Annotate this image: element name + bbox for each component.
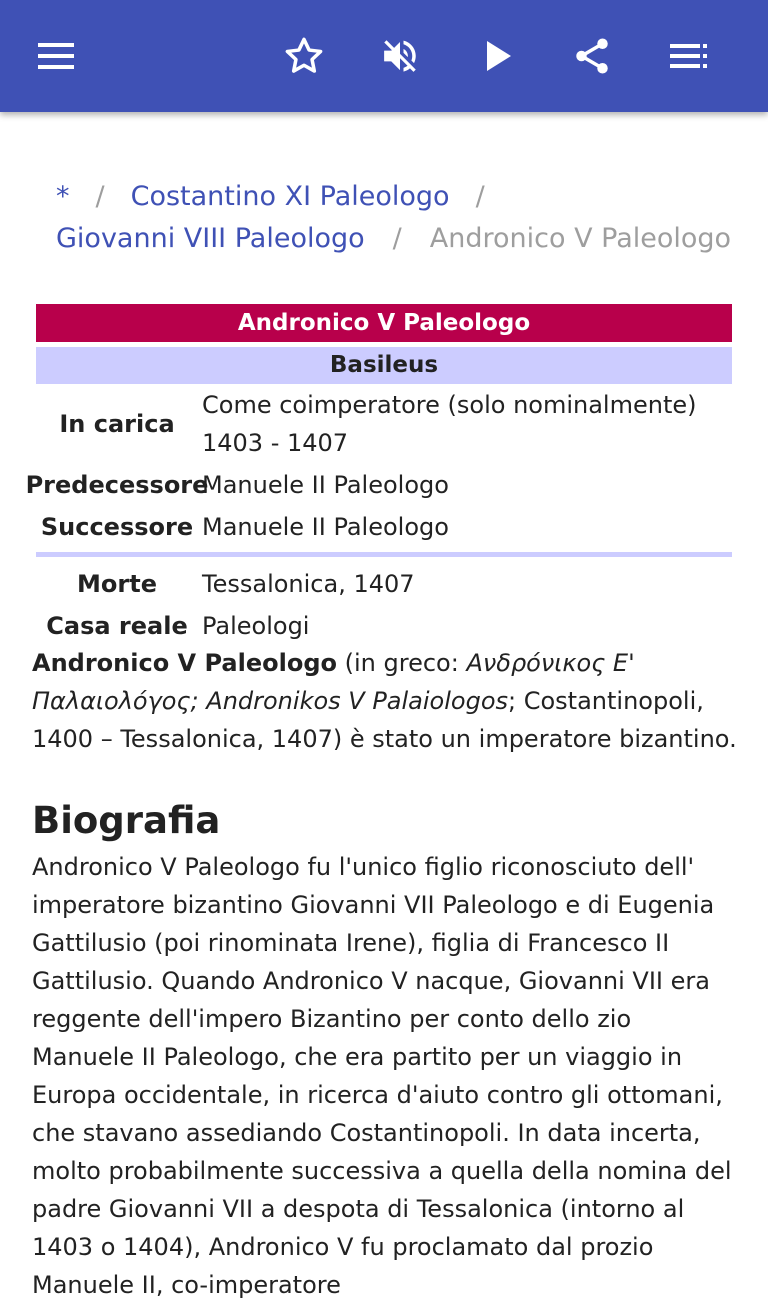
infobox-value: Tessalonica, 1407 bbox=[202, 570, 415, 598]
playlist-icon[interactable] bbox=[664, 32, 712, 80]
infobox-row bbox=[36, 386, 732, 462]
breadcrumb-root[interactable]: * bbox=[56, 181, 70, 212]
hamburger-menu-icon[interactable] bbox=[32, 32, 80, 80]
intro-paragraph bbox=[32, 644, 738, 758]
breadcrumb-separator: / bbox=[95, 181, 105, 212]
infobox-key: Predecessore bbox=[25, 471, 209, 499]
infobox-row bbox=[36, 565, 732, 603]
volume-off-icon[interactable] bbox=[376, 32, 424, 80]
infobox-value: Manuele II Paleologo bbox=[202, 513, 449, 541]
star-outline-icon[interactable] bbox=[280, 32, 328, 80]
intro-greek-name: Ανδρόνικος Ε' Παλαιολόγος; Andronikos V Palaiologos bbox=[32, 649, 635, 715]
infobox-value bbox=[198, 386, 732, 462]
infobox-row bbox=[25, 466, 732, 504]
breadcrumb-current: Andronico V Paleologo bbox=[429, 223, 732, 254]
infobox-value-line: 1403 - 1407 bbox=[202, 429, 349, 457]
infobox-key: Casa reale bbox=[46, 612, 188, 640]
intro-greek-prefix: (in greco: bbox=[337, 649, 467, 677]
infobox-title: Andronico V Paleologo bbox=[36, 304, 732, 342]
infobox-key: In carica bbox=[59, 410, 175, 438]
intro-rest: ; Costantinopoli, 1400 – Tessalonica, 1407) è stato un imperatore bizantino. bbox=[32, 687, 737, 753]
breadcrumb-item-giovanni[interactable]: Giovanni VIII Paleologo bbox=[56, 223, 365, 254]
play-icon[interactable] bbox=[474, 32, 522, 80]
infobox-row bbox=[36, 607, 732, 645]
infobox-value-line: Come coimperatore (solo nominalmente) bbox=[202, 391, 697, 419]
share-icon[interactable] bbox=[568, 32, 616, 80]
breadcrumb bbox=[56, 176, 736, 260]
infobox bbox=[25, 304, 732, 645]
section-body: Andronico V Paleologo fu l'unico figlio riconosciuto dell' imperatore bizantino Giovanni VII Paleologo e di Eugenia Gattilusio (poi rinominata Irene), figlia di Francesco II Gattilusio. Quando Andronico V nacque, Giovanni VII era reggente dell'impero Bizantino per conto dello zio Manuele II Paleologo, che era partito per un viaggio in Europa occidentale, in ricerca d'aiuto contro gli ottomani, che stavano assediando Costantinopoli. In data incerta, molto probabilmente successiva a quella della nomina del padre Giovanni VII a despota di Tessalonica (intorno al 1403 o 1404), Andronico V fu proclamato dal prozio Manuele II, co-imperatore bbox=[32, 853, 732, 1299]
infobox-key: Successore bbox=[40, 513, 194, 541]
infobox-value: Paleologi bbox=[202, 612, 310, 640]
app-bar bbox=[0, 0, 768, 112]
breadcrumb-separator: / bbox=[392, 223, 402, 254]
breadcrumb-item-costantino[interactable]: Costantino XI Paleologo bbox=[130, 181, 450, 212]
infobox-row bbox=[36, 508, 732, 546]
infobox-value: Manuele II Paleologo bbox=[202, 471, 449, 499]
section-heading: Biografia bbox=[32, 799, 221, 842]
breadcrumb-separator: / bbox=[475, 181, 485, 212]
infobox-key: Morte bbox=[77, 570, 157, 598]
infobox-subtitle: Basileus bbox=[36, 347, 732, 384]
infobox-divider bbox=[36, 552, 732, 557]
intro-name: Andronico V Paleologo bbox=[32, 649, 337, 677]
